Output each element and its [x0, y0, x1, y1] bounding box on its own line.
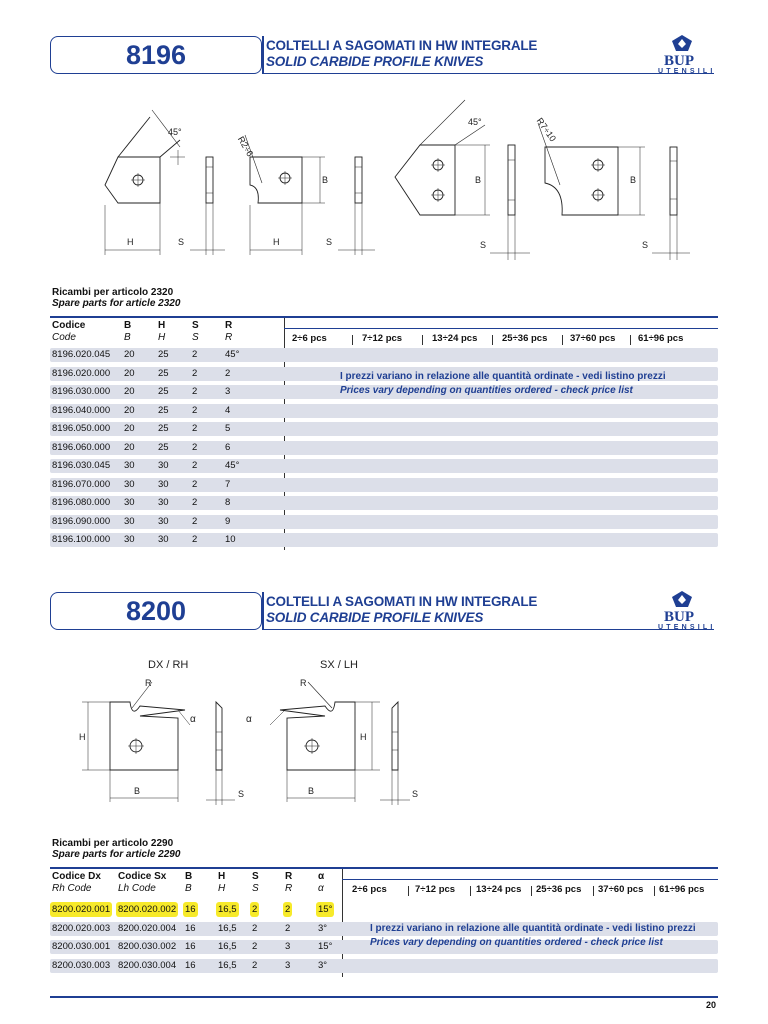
table-cell: 2: [192, 349, 198, 360]
svg-text:B: B: [308, 786, 315, 796]
table-cell: 2: [192, 386, 198, 397]
col-header-r: R R: [285, 871, 293, 894]
section-title: [262, 592, 714, 630]
svg-text:H: H: [79, 732, 86, 742]
table-cell: 2: [192, 515, 198, 527]
table-cell: 8196.100.000: [52, 534, 111, 545]
table-cell: 8200.030.002: [118, 941, 177, 952]
technical-drawing-8200: [70, 650, 450, 810]
svg-text:H: H: [360, 732, 367, 742]
table-cell: 8196.090.000: [52, 515, 111, 527]
col-header-rh-code: Codice Dx Rh Code: [52, 871, 101, 894]
table-row: [50, 495, 718, 510]
table-cell: 2: [252, 904, 258, 915]
table-cell: 2: [192, 404, 198, 416]
table-cell: 20: [124, 441, 135, 453]
section-title: [262, 36, 714, 74]
qty-header: 61÷96 pcs: [659, 884, 705, 895]
spare-parts-title: Ricambi per articolo 2320 Spare parts for article 2320: [52, 287, 181, 309]
logo-sub: UTENSILI: [658, 68, 716, 75]
col-header-h: H H: [158, 320, 166, 343]
qty-header: 25÷36 pcs: [536, 884, 582, 895]
table-cell: 8200.020.004: [118, 922, 177, 934]
col-header-r: R R: [225, 320, 233, 343]
table-cell: 8196.020.045: [52, 349, 111, 360]
qty-header: 13÷24 pcs: [432, 333, 478, 344]
table-cell: 15°: [318, 904, 333, 915]
table-cell: 2: [192, 497, 198, 508]
table-cell: 30: [124, 497, 135, 508]
col-header-lh-code: Codice Sx Lh Code: [118, 871, 167, 894]
table-cell: 25: [158, 386, 169, 397]
table-cell: 8200.020.001: [52, 904, 111, 915]
table-cell: 16: [185, 941, 196, 952]
table-cell: 16: [185, 922, 196, 934]
price-note-it: I prezzi variano in relazione alle quantità ordinate - vedi listino prezzi: [340, 371, 666, 382]
title-english: SOLID CARBIDE PROFILE KNIVES: [266, 54, 484, 69]
table-cell: 16,5: [218, 941, 237, 952]
table-cell: 2: [192, 367, 198, 379]
table-cell: 8196.080.000: [52, 497, 111, 508]
table-cell: 25: [158, 367, 169, 379]
bup-logo: [658, 33, 718, 77]
table-cell: 6: [225, 441, 231, 453]
table-row: [50, 440, 718, 455]
col-header-s: S S: [192, 320, 199, 343]
table-cell: 25: [158, 441, 169, 453]
qty-header: 61÷96 pcs: [638, 333, 684, 344]
table-cell: 2: [192, 478, 198, 490]
table-cell: 20: [124, 404, 135, 416]
table-row: [50, 958, 718, 973]
table-row: [50, 477, 718, 492]
table-cell: 8196.040.000: [52, 404, 111, 416]
table-cell: 25: [158, 423, 169, 434]
col-header-b: B B: [124, 320, 132, 343]
table-cell: 2: [192, 460, 198, 471]
table-cell: 8196.050.000: [52, 423, 111, 434]
svg-text:45°: 45°: [468, 117, 482, 127]
qty-header: 7÷12 pcs: [362, 333, 403, 344]
table-cell: 8: [225, 497, 231, 508]
logo-brand: BUP: [664, 609, 694, 625]
price-note-it: I prezzi variano in relazione alle quantità ordinate - vedi listino prezzi: [370, 923, 696, 934]
table-cell: 8200.030.004: [118, 959, 177, 971]
svg-text:α: α: [190, 714, 196, 725]
page-number: 20: [705, 1000, 716, 1010]
section-header-8196: [50, 33, 718, 77]
logo-brand: BUP: [664, 53, 694, 69]
article-number: 8196: [50, 36, 262, 74]
svg-text:S: S: [326, 237, 333, 247]
table-cell: 2: [192, 534, 198, 545]
svg-text:S: S: [642, 240, 649, 250]
table-cell: 10: [225, 534, 236, 545]
svg-text:S: S: [238, 789, 245, 799]
table-cell: 2: [252, 922, 258, 934]
table-cell: 2: [285, 922, 291, 934]
table-cell: 8196.070.000: [52, 478, 111, 490]
svg-text:H: H: [127, 237, 134, 247]
svg-text:H: H: [273, 237, 280, 247]
table-cell: 16,5: [218, 922, 237, 934]
table-cell: 3: [285, 959, 291, 971]
table-cell: 8196.030.000: [52, 386, 111, 397]
article-number: 8200: [50, 592, 262, 630]
svg-text:B: B: [322, 175, 329, 185]
svg-text:α: α: [246, 714, 252, 725]
table-cell: 8200.020.002: [118, 904, 177, 915]
svg-text:SX / LH: SX / LH: [320, 659, 358, 671]
table-cell: 30: [158, 478, 169, 490]
table-cell: 15°: [318, 941, 333, 952]
table-cell: 30: [124, 460, 135, 471]
logo-sub: UTENSILI: [658, 624, 716, 631]
table-cell: 25: [158, 404, 169, 416]
qty-header: 2÷6 pcs: [352, 884, 387, 895]
table-cell: 16,5: [218, 904, 237, 915]
table-cell: 20: [124, 349, 135, 360]
title-english: SOLID CARBIDE PROFILE KNIVES: [266, 610, 484, 625]
table-cell: 20: [124, 386, 135, 397]
qty-header: 37÷60 pcs: [598, 884, 644, 895]
qty-header: 25÷36 pcs: [502, 333, 548, 344]
table-cell: 8200.030.001: [52, 941, 111, 952]
table-cell: 30: [158, 497, 169, 508]
col-header-alpha: α α: [318, 871, 325, 894]
table-cell: 2: [192, 441, 198, 453]
table-cell: 16: [185, 904, 196, 915]
table-row: [50, 532, 718, 547]
table-cell: 30: [158, 534, 169, 545]
col-header-s: S S: [252, 871, 259, 894]
table-cell: 45°: [225, 349, 240, 360]
table-cell: 30: [124, 515, 135, 527]
section-header-8200: [50, 589, 718, 633]
qty-header: 13÷24 pcs: [476, 884, 522, 895]
table-row: [50, 421, 718, 436]
table-cell: 3: [225, 386, 231, 397]
table-cell: 30: [124, 534, 135, 545]
table-cell: 16,5: [218, 959, 237, 971]
table-cell: 7: [225, 478, 231, 490]
svg-text:S: S: [178, 237, 185, 247]
table-cell: 8196.030.045: [52, 460, 111, 471]
table-cell: 2: [285, 904, 291, 915]
svg-text:B: B: [630, 175, 637, 185]
svg-text:B: B: [134, 786, 141, 796]
table-cell: 2: [252, 941, 258, 952]
angle-label: 45°: [168, 127, 182, 137]
table-cell: 45°: [225, 460, 240, 471]
table-cell: 4: [225, 404, 231, 416]
table-cell: 9: [225, 515, 231, 527]
table-cell: 2: [252, 959, 258, 971]
table-cell: 3°: [318, 922, 328, 934]
svg-text:B: B: [475, 175, 482, 185]
col-header-h: H H: [218, 871, 226, 894]
table-cell: 30: [158, 515, 169, 527]
svg-text:R: R: [300, 678, 307, 688]
table-cell: 2: [192, 423, 198, 434]
table-row: [50, 902, 718, 917]
table-row: [50, 458, 718, 473]
table-cell: 8200.030.003: [52, 959, 111, 971]
svg-text:R: R: [145, 678, 152, 688]
price-note-en: Prices vary depending on quantities ordered - check price list: [340, 385, 633, 396]
svg-text:DX / RH: DX / RH: [148, 659, 189, 671]
col-header-b: B B: [185, 871, 193, 894]
table-cell: 3°: [318, 959, 328, 971]
table-cell: 25: [158, 349, 169, 360]
table-cell: 20: [124, 423, 135, 434]
price-note-en: Prices vary depending on quantities ordered - check price list: [370, 937, 663, 948]
table-cell: 16: [185, 959, 196, 971]
table-cell: 2: [225, 367, 231, 379]
spare-parts-title: Ricambi per articolo 2290 Spare parts for article 2290: [52, 838, 181, 860]
svg-text:R7÷10: R7÷10: [534, 115, 559, 144]
bup-logo: [658, 589, 718, 633]
table-cell: 5: [225, 423, 231, 434]
table-cell: 30: [158, 460, 169, 471]
qty-header: 7÷12 pcs: [415, 884, 456, 895]
table-cell: 30: [124, 478, 135, 490]
qty-header: 2÷6 pcs: [292, 333, 327, 344]
title-italian: COLTELLI A SAGOMATI IN HW INTEGRALE: [266, 38, 538, 53]
svg-text:S: S: [480, 240, 487, 250]
table-row: [50, 514, 718, 529]
table-cell: 8196.060.000: [52, 441, 111, 453]
table-cell: 20: [124, 367, 135, 379]
svg-text:R2÷6: R2÷6: [235, 134, 256, 159]
qty-header: 37÷60 pcs: [570, 333, 616, 344]
technical-drawing-8196: [90, 95, 710, 265]
table-row: [50, 403, 718, 418]
table-row: [50, 347, 718, 362]
title-italian: COLTELLI A SAGOMATI IN HW INTEGRALE: [266, 594, 538, 609]
table-cell: 3: [285, 941, 291, 952]
table-cell: 8200.020.003: [52, 922, 111, 934]
svg-text:S: S: [412, 789, 419, 799]
col-header-code: Codice Code: [52, 320, 86, 343]
table-cell: 8196.020.000: [52, 367, 111, 379]
